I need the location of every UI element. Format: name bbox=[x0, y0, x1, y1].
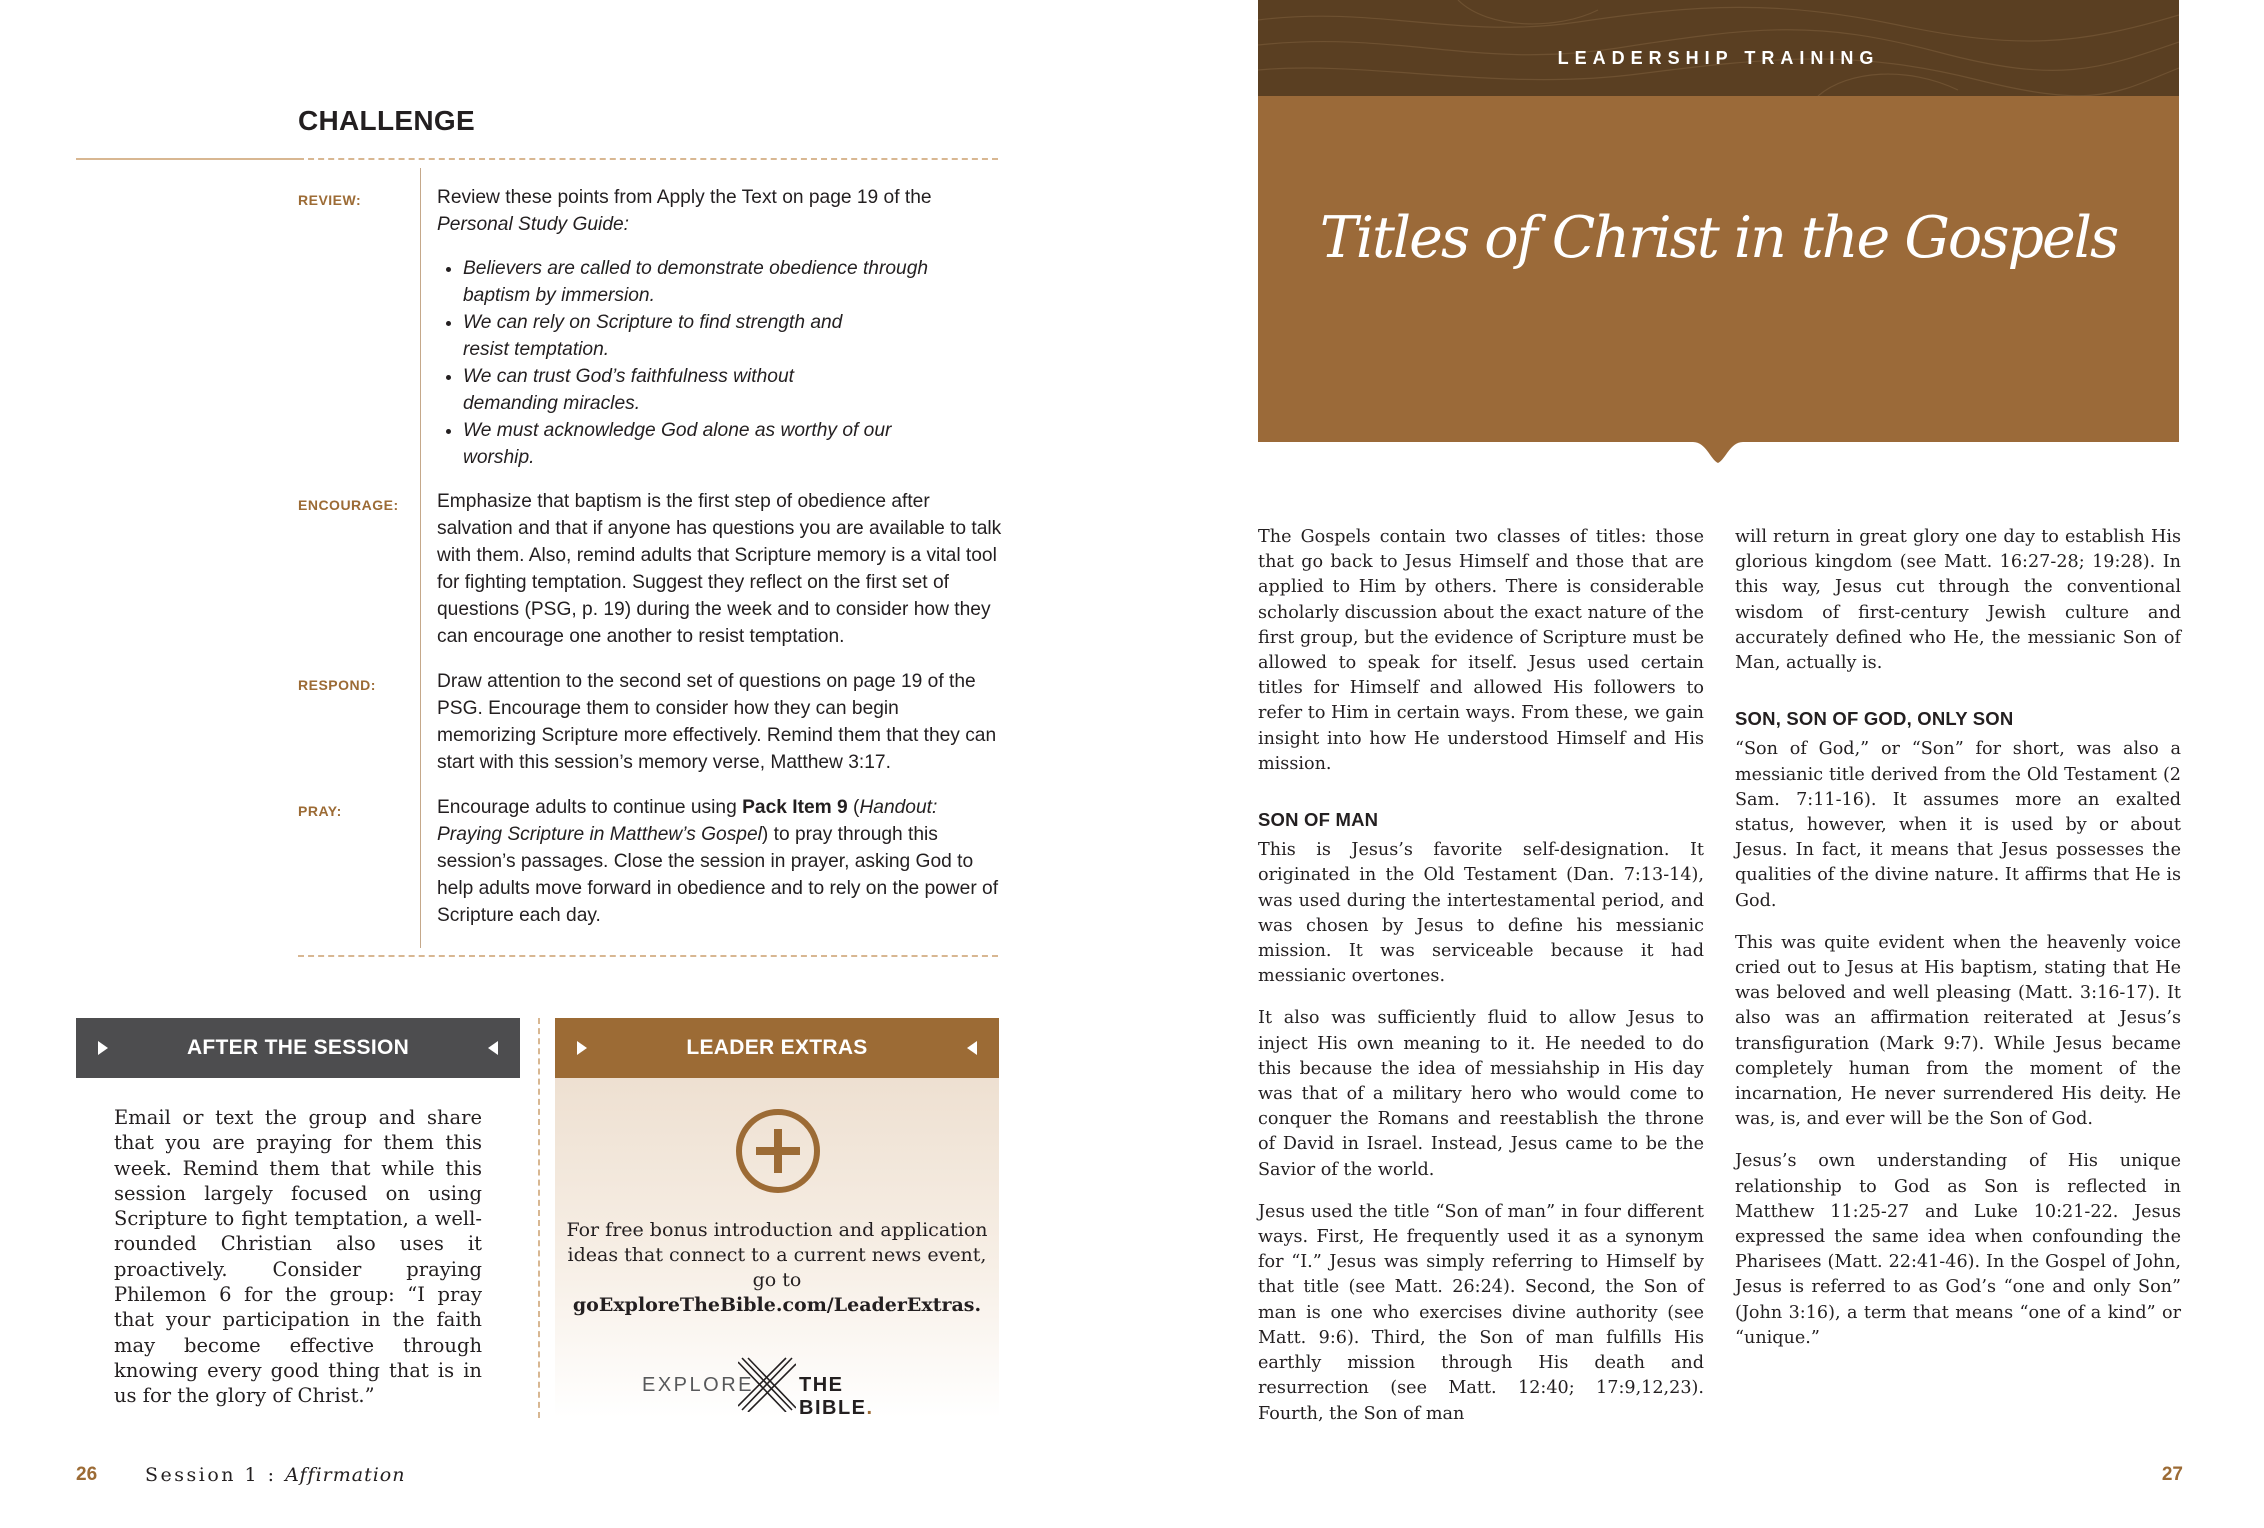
running-head bbox=[145, 1464, 405, 1486]
triangle-left-icon bbox=[488, 1041, 498, 1055]
page-number-right-text: 27 bbox=[2161, 1464, 2183, 1485]
leader-extras-description: For free bonus introduction and application ideas that connect to a current news event, go to bbox=[566, 1219, 988, 1291]
leader-extras-text bbox=[565, 1218, 989, 1318]
challenge-bottom-rule bbox=[298, 955, 998, 957]
review-bullet: • We can trust God’s faithfulness without demanding miracles. bbox=[463, 363, 853, 417]
pray-text-start: Encourage adults to continue using bbox=[437, 797, 743, 818]
pray-label: PRAY: bbox=[298, 803, 342, 819]
paragraph: The Gospels contain two classes of titles: those that go back to Jesus Himself and those that are applied to Him by others. There is considerable scholarly discussion about the exact nature of the first group, but the evidence of Scripture must be allowed to speak for itself. Jesus used certain titles for Himself and allowed His followers to refer to Him in certain ways. From these, we gain insight into how He understood Himself and His mission. bbox=[1258, 527, 1704, 774]
paragraph: Jesus used the title “Son of man” in four different ways. First, He frequently used it as a synonym for “I.” Jesus was simply referring to Himself by that title (see Matt. 26:24). Second, the Son of man is one who exercises divine authority (see Matt. 9:6). Third, the Son of man fulfills His earthly mission through His death and resurrection (see Matt. 12:40; 17:9,12,23). Fourth, the Son of man bbox=[1258, 1201, 1704, 1424]
pray-text-end: ) to pray through this session’s passages. Close the session in prayer, asking God to help adults move forward in obedience and to rely on the power of Scripture each day. bbox=[437, 824, 999, 926]
explore-the-bible-logo bbox=[642, 1356, 914, 1419]
triangle-right-icon bbox=[577, 1041, 587, 1055]
logo-x-mark bbox=[738, 1356, 796, 1412]
paragraph: “Son of God,” or “Son” for short, was also a messianic title derived from the Old Testament (2 Sam. 7:11-16). It assumes more an exalted status, however, when it is used by or about Jesus. In fact, it means that Jesus possesses the qualities of the divine nature. It affirms that He is God. bbox=[1735, 739, 2181, 911]
leader-extras-title: LEADER EXTRAS bbox=[686, 1036, 868, 1059]
pray-handout-title: Handout: Praying Scripture in Matthew’s Gospel bbox=[437, 797, 938, 845]
triangle-right-icon bbox=[98, 1041, 108, 1055]
paragraph: It also was sufficiently fluid to allow Jesus to inject His own meaning to it. He needed to do this because the idea of messiahship in His day was that of a military hero who would come to conquer the Romans and reestablish the throne of David in Israel. Instead, Jesus came to be the Savior of the world. bbox=[1258, 1008, 1704, 1180]
running-head-title: Affirmation bbox=[285, 1464, 406, 1486]
section-heading-son-of-god: SON, SON OF GOD, ONLY SON bbox=[1735, 708, 2014, 730]
review-bullet: • We must acknowledge God alone as worthy of our worship. bbox=[463, 417, 913, 471]
paragraph: This is Jesus’s favorite self-designation. It originated in the Old Testament (Dan. 7:13-14), was used during the intertestamental period, and was chosen by Jesus to define his messianic mission. It was serviceable because it had messianic overtones. bbox=[1258, 840, 1704, 987]
challenge-rule-dashed bbox=[298, 158, 998, 160]
pray-pack-item: Pack Item 9 bbox=[742, 797, 848, 818]
challenge-heading: CHALLENGE bbox=[298, 105, 475, 136]
article-column-2 bbox=[1735, 525, 2181, 1368]
encourage-label: ENCOURAGE: bbox=[298, 497, 399, 513]
review-bullet-list bbox=[437, 255, 1002, 471]
logo-period: . bbox=[866, 1397, 874, 1419]
respond-text: Draw attention to the second set of questions on page 19 of the PSG. Encourage them to consider how they can begin memorizing Scripture more effectively. Remind them that they can start with this session’s memory verse, Matthew 3:17. bbox=[437, 671, 997, 773]
leader-extras-link[interactable]: goExploreTheBible.com/LeaderExtras. bbox=[572, 1294, 982, 1316]
encourage-text: Emphasize that baptism is the first step of obedience after salvation and that if anyone has questions you are available to talk with them. Also, remind adults that Scripture memory is a vital tool for fighting temptation. Suggest they reflect on the first set of questions (PSG, p. 19) during the week and to consider how they can encourage one another to resist temptation. bbox=[437, 491, 1002, 647]
review-bullet: • We can rely on Scripture to find strength and resist temptation. bbox=[463, 309, 893, 363]
challenge-column-divider bbox=[420, 168, 421, 948]
article-title: Titles of Christ in the Gospels bbox=[1319, 205, 2118, 271]
challenge-rule bbox=[76, 158, 298, 160]
review-label: REVIEW: bbox=[298, 192, 362, 208]
logo-bible-text: THE BIBLE bbox=[799, 1374, 867, 1419]
triangle-left-icon bbox=[967, 1041, 977, 1055]
after-session-text: Email or text the group and share that you are praying for them this week. Remind them that while this session largely focused on using Scripture to fight temptation, a well-rounded Christian also uses it proactively. Consider praying Philemon 6 for the group: “I pray that your participation in the faith may become effective through knowing every good thing that is in us for the glory of Christ.” bbox=[114, 1106, 482, 1408]
banner-notch bbox=[1258, 441, 2179, 471]
paragraph: will return in great glory one day to establish His glorious kingdom (see Matt. 16:27-28; 19:28). In this way, Jesus cut through the conventional wisdom of first-century Jewish culture and accurately defined who He, the messianic Son of Man, actually is. bbox=[1735, 527, 2181, 674]
plus-circle-icon bbox=[734, 1107, 822, 1195]
review-intro bbox=[437, 184, 1002, 238]
section-heading-son-of-man: SON OF MAN bbox=[1258, 809, 1379, 831]
review-intro-italic: Personal Study Guide: bbox=[437, 214, 629, 235]
after-session-header bbox=[76, 1018, 520, 1078]
respond-label: RESPOND: bbox=[298, 677, 376, 693]
box-divider bbox=[538, 1018, 540, 1418]
leader-extras-header bbox=[555, 1018, 999, 1078]
review-body bbox=[437, 184, 1002, 471]
logo-bible-word bbox=[799, 1374, 914, 1420]
after-session-title: AFTER THE SESSION bbox=[186, 1036, 410, 1059]
review-intro-text: Review these points from Apply the Text on page 19 of the bbox=[437, 187, 932, 208]
pray-text bbox=[437, 794, 1002, 929]
paragraph: Jesus’s own understanding of His unique relationship to God as Son is reflected in Matthew 11:25-27 and Luke 10:21-22. Jesus expressed the same idea when confounding the Pharisees (Matt. 22:41-46). In the Gospel of John, Jesus is referred to as God’s “one and only Son” (John 3:16), a term that means “one of a kind” or “unique.” bbox=[1735, 1151, 2181, 1348]
article-column-1 bbox=[1258, 525, 1704, 1444]
logo-explore-word: EXPLORE bbox=[642, 1374, 754, 1396]
page-number-left: 26 bbox=[76, 1464, 98, 1485]
review-bullet: • Believers are called to demonstrate obedience through baptism by immersion. bbox=[463, 255, 983, 309]
running-head-session: Session 1 : bbox=[145, 1464, 286, 1486]
paragraph: This was quite evident when the heavenly voice cried out to Jesus at His baptism, stating that He was beloved and well pleasing (Matt. 3:16-17). It also was an affirmation reiterated at Jesus’s transfiguration (Mark 9:7). While Jesus became completely human from the moment of the incarnation, He never surrendered His deity. He was, is, and ever will be the Son of God. bbox=[1735, 932, 2181, 1130]
pray-paren: ( bbox=[847, 797, 860, 818]
banner-eyebrow: LEADERSHIP TRAINING bbox=[1557, 48, 1880, 68]
